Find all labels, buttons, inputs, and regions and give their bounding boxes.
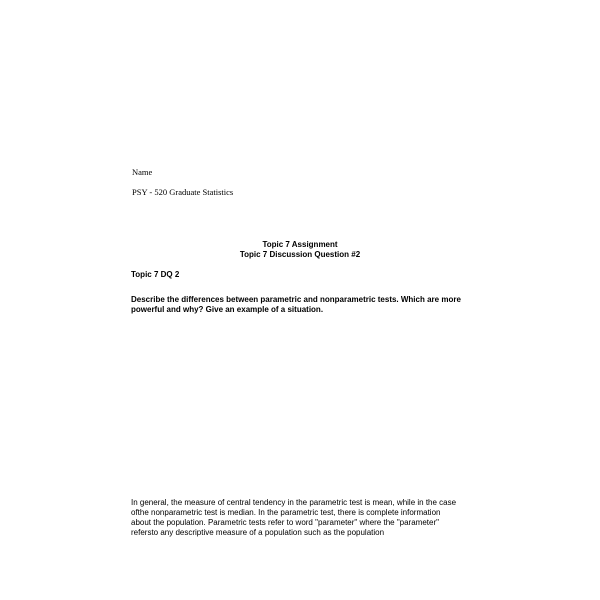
assignment-title: Topic 7 Assignment xyxy=(262,240,338,249)
student-name-label: Name xyxy=(132,167,153,177)
discussion-question-text: Describe the differences between parametric and nonparametric tests. Which are more powerful and why? Give an example of a situation. xyxy=(131,295,461,314)
answer-paragraph: In general, the measure of central tendency in the parametric test is mean, while in the case ofthe nonparametric test is median. In the parametric test, there is complete information about the population. Parametric tests refer to word "parameter" where the "parameter" refersto any descriptive measure of a population such as the population xyxy=(131,498,457,537)
course-title: PSY - 520 Graduate Statistics xyxy=(132,187,234,197)
discussion-question-title: Topic 7 Discussion Question #2 xyxy=(239,250,361,259)
assignment-title-block xyxy=(0,240,600,260)
dq-heading: Topic 7 DQ 2 xyxy=(131,270,180,279)
